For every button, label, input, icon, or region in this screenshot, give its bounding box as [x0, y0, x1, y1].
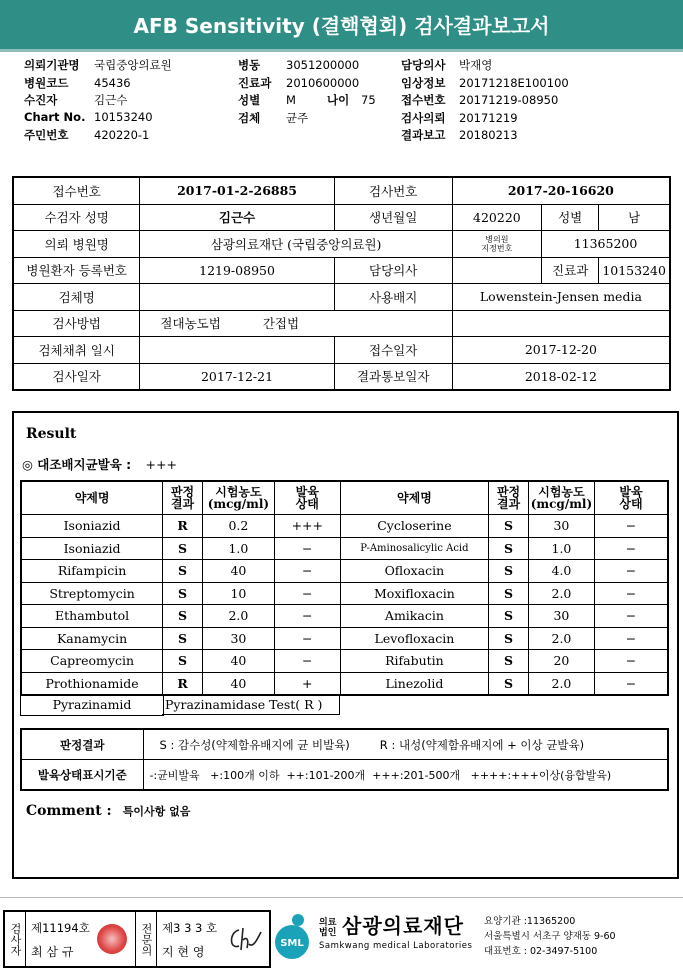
chart-no-value: 10153240	[94, 109, 153, 124]
drug-right: Levofloxacin	[340, 627, 489, 650]
ward-label: 병동	[238, 58, 261, 72]
growth-header-left-2: 상태	[295, 497, 319, 511]
company-name: 삼광의료재단	[342, 914, 464, 938]
comment	[26, 800, 190, 819]
header-col3	[401, 57, 569, 145]
conc-right: 30	[528, 605, 594, 628]
attending-label: 담당의사	[401, 58, 446, 72]
drug-row	[21, 672, 668, 695]
tester-no: 제11194호	[31, 921, 90, 935]
conc-header-left-2: (mcg/ml)	[207, 497, 270, 511]
growth-header-right-1: 발육	[619, 485, 643, 499]
specimen-type-label: 검체	[238, 110, 261, 125]
receipt-no-label: 접수번호	[13, 177, 140, 204]
specialist-name: 지 현 영	[162, 945, 205, 959]
tested-value: 2017-12-21	[140, 363, 334, 390]
request-label: 검사의뢰	[401, 110, 446, 125]
drug-left: Rifampicin	[21, 560, 163, 583]
growth-left: −	[274, 582, 340, 605]
growth-header-left-1: 발육	[295, 485, 319, 499]
conc-left: 40	[202, 672, 274, 695]
age-label: 나이	[327, 93, 350, 108]
control-growth	[22, 455, 177, 473]
signature-icon	[227, 926, 263, 954]
judge-left: S	[163, 650, 203, 673]
growth-header-right	[594, 481, 668, 515]
tested-label: 검사일자	[13, 363, 140, 390]
department-label: 진료과	[238, 75, 272, 90]
judge-header-left	[163, 481, 203, 515]
conc-left: 10	[202, 582, 274, 605]
specimen-label: 검체명	[13, 284, 140, 311]
notified-value: 2018-02-12	[452, 363, 670, 390]
institution-code: 요양기관 :11365200	[484, 916, 576, 927]
judge-header-left-1: 판정	[170, 485, 195, 499]
medium-label: 사용배지	[334, 284, 452, 311]
result-heading: Result	[26, 426, 77, 442]
hospital-code-label-cell	[452, 231, 541, 258]
sensitivity-table	[20, 480, 669, 696]
conc-left: 2.0	[202, 605, 274, 628]
drug-row	[21, 560, 668, 583]
conc-left: 40	[202, 650, 274, 673]
dept-label: 진료과	[542, 257, 599, 284]
department-value: 2010600000	[286, 75, 360, 90]
header-col1	[24, 57, 172, 145]
judge-left: R	[163, 672, 203, 695]
hospital-code-value: 45436	[94, 75, 131, 90]
receipt-value: 20171219-08950	[459, 93, 559, 108]
judge-right: S	[489, 605, 529, 628]
hospital-code-label-line2: 지정번호	[481, 243, 513, 253]
conc-header-right	[528, 481, 594, 515]
drug-row	[21, 627, 668, 650]
growth-left: −	[274, 605, 340, 628]
attending-value: 박재영	[459, 58, 493, 72]
corp-type	[319, 918, 336, 938]
ward-value: 3051200000	[286, 58, 360, 72]
patient-info-table	[12, 176, 671, 391]
pza-drug: Pyrazinamid	[20, 694, 164, 716]
header-col2	[238, 57, 376, 127]
judge-left: S	[163, 605, 203, 628]
judge-left: S	[163, 627, 203, 650]
drug-left: Isoniazid	[21, 515, 163, 538]
conc-right: 2.0	[528, 672, 594, 695]
drug-left: Streptomycin	[21, 582, 163, 605]
drug-left: Prothionamide	[21, 672, 163, 695]
judge-header-right-1: 판정	[496, 485, 521, 499]
specimen-value	[140, 284, 334, 311]
receipt-no-value: 2017-01-2-26885	[140, 177, 334, 204]
conc-left: 30	[202, 627, 274, 650]
patient-name-label: 수검자 성명	[13, 204, 140, 231]
growth-left: −	[274, 627, 340, 650]
pza-test: Pyrazinamidase Test( R )	[162, 694, 340, 715]
conc-right: 30	[528, 515, 594, 538]
company-phone: 대표번호 : 02-3497-5100	[484, 946, 598, 957]
tester-name: 최 삼 규	[31, 945, 74, 959]
growth-right: −	[594, 627, 668, 650]
conc-right: 4.0	[528, 560, 594, 583]
growth-left: +	[274, 672, 340, 695]
company-logo	[272, 912, 312, 960]
test-no-label: 검사번호	[334, 177, 452, 204]
hospital-code-cell-value: 11365200	[542, 231, 670, 258]
specimen-type-value: 균주	[286, 110, 309, 125]
judge-header-right	[489, 481, 529, 515]
conc-left: 1.0	[202, 537, 274, 560]
resident-no-label: 주민번호	[24, 128, 69, 143]
growth-left: −	[274, 650, 340, 673]
judge-legend-text	[143, 729, 668, 760]
judge-header-left-2: 결과	[170, 497, 195, 511]
judge-legend-label: 판정결과	[21, 729, 143, 760]
growth-header-left	[274, 481, 340, 515]
method-indirect: 간접법	[262, 316, 300, 332]
drug-row	[21, 605, 668, 628]
conc-right: 2.0	[528, 627, 594, 650]
doctor-value	[452, 257, 541, 284]
report-date-label: 결과보고	[401, 128, 446, 143]
judge-left: S	[163, 582, 203, 605]
conc-header-right-2: (mcg/ml)	[530, 497, 593, 511]
received-label: 접수일자	[334, 337, 452, 364]
growth-left: +++	[274, 515, 340, 538]
conc-right: 1.0	[528, 537, 594, 560]
sex-label: 성별	[238, 93, 261, 108]
drug-row	[21, 515, 668, 538]
drug-row	[21, 537, 668, 560]
conc-header-left	[202, 481, 274, 515]
patient-label: 수진자	[24, 93, 58, 108]
medium-value: Lowenstein-Jensen media	[452, 284, 670, 311]
received-value: 2017-12-20	[452, 337, 670, 364]
hospital-label: 의뢰 병원명	[13, 231, 140, 258]
legend-table	[20, 728, 669, 791]
drug-right: Amikacin	[340, 605, 489, 628]
conc-header-left-1: 시험농도	[215, 485, 262, 499]
drug-right: Rifabutin	[340, 650, 489, 673]
conc-right: 2.0	[528, 582, 594, 605]
growth-legend-text: -:균비발육 +:100개 이하 ++:101-200개 +++:201-500개 ++++:+++이상(융합발육)	[143, 760, 668, 791]
sex-cell-value: 남	[599, 204, 670, 231]
hospital-name-value: 국립중앙의료원	[94, 58, 172, 72]
drug-header-right: 약제명	[340, 481, 489, 515]
hospital-name-label: 의뢰기관명	[24, 58, 80, 72]
test-no-value: 2017-20-16620	[452, 177, 670, 204]
dob-label: 생년월일	[334, 204, 452, 231]
growth-header-right-2: 상태	[619, 497, 643, 511]
drug-left: Kanamycin	[21, 627, 163, 650]
chart-no-label: Chart No.	[24, 109, 86, 124]
conc-left: 0.2	[202, 515, 274, 538]
judge-header-right-2: 결과	[496, 497, 521, 511]
drug-right: Cycloserine	[340, 515, 489, 538]
company-contact	[484, 914, 616, 959]
judge-left: S	[163, 537, 203, 560]
comment-text: 특이사항 없음	[122, 805, 191, 818]
drug-right: P-Aminosalicylic Acid	[340, 537, 489, 560]
footer-divider	[0, 897, 683, 898]
judge-right: S	[489, 650, 529, 673]
registration-label: 병원환자 등록번호	[13, 257, 140, 284]
collect-label: 검체채취 일시	[13, 337, 140, 364]
growth-right: −	[594, 650, 668, 673]
corp-type-1: 의료	[319, 918, 337, 928]
patient-name-value: 김근수	[140, 204, 334, 231]
request-value: 20171219	[459, 110, 518, 125]
drug-row	[21, 650, 668, 673]
report-date-value: 20180213	[459, 128, 518, 143]
conc-right: 20	[528, 650, 594, 673]
tester-seal-icon	[97, 924, 127, 954]
drug-header-left: 약제명	[21, 481, 163, 515]
receipt-label: 접수번호	[401, 93, 446, 108]
specialist-no: 제3 3 3 호	[162, 921, 218, 935]
judge-legend-r: R : 내성(약제함유배지에 + 이상 균발육)	[379, 737, 585, 752]
method-absolute: 절대농도법	[160, 316, 221, 332]
resident-no-value: 420220-1	[94, 128, 150, 143]
judge-right: S	[489, 582, 529, 605]
judge-right: S	[489, 537, 529, 560]
drug-row	[21, 582, 668, 605]
sml-logo-text: SML	[280, 938, 304, 949]
hospital-code-label: 병원코드	[24, 75, 69, 90]
clinical-info-value: 20171218E100100	[459, 75, 569, 90]
growth-right: −	[594, 537, 668, 560]
judge-right: S	[489, 627, 529, 650]
judge-legend-s: S : 감수성(약제함유배지에 균 비발육)	[159, 737, 350, 752]
report-title: AFB Sensitivity (결핵협회) 검사결과보고서	[0, 0, 683, 52]
company-name-en: Samkwang medical Laboratories	[319, 941, 473, 951]
judge-left: R	[163, 515, 203, 538]
tester-label: 검사자	[5, 912, 26, 966]
judge-right: S	[489, 672, 529, 695]
dept-value: 10153240	[599, 257, 670, 284]
growth-left: −	[274, 560, 340, 583]
hospital-code-label-line1: 병의원	[485, 234, 509, 244]
drug-right: Linezolid	[340, 672, 489, 695]
age-value: 75	[361, 93, 376, 108]
collect-value	[140, 337, 334, 364]
sex-cell-label: 성별	[542, 204, 599, 231]
growth-right: −	[594, 582, 668, 605]
corp-type-2: 법인	[319, 928, 337, 938]
patient-value: 김근수	[94, 93, 128, 108]
conc-left: 40	[202, 560, 274, 583]
growth-left: −	[274, 537, 340, 560]
growth-right: −	[594, 672, 668, 695]
dob-value: 420220	[452, 204, 541, 231]
company-address: 서울특별시 서초구 양재동 9-60	[484, 931, 616, 942]
specialist-label: 전문의	[135, 912, 157, 966]
drug-left: Ethambutol	[21, 605, 163, 628]
registration-value: 1219-08950	[140, 257, 334, 284]
drug-left: Capreomycin	[21, 650, 163, 673]
judge-right: S	[489, 560, 529, 583]
drug-left: Isoniazid	[21, 537, 163, 560]
clinical-info-label: 임상정보	[401, 75, 446, 90]
method-label: 검사방법	[13, 310, 140, 337]
sml-logo-icon	[272, 912, 312, 960]
doctor-label: 담당의사	[334, 257, 452, 284]
hospital-value: 삼광의료재단 (국립중앙의료원)	[140, 231, 452, 258]
growth-right: −	[594, 605, 668, 628]
notified-label: 결과통보일자	[334, 363, 452, 390]
method-value	[140, 310, 452, 337]
judge-left: S	[163, 560, 203, 583]
growth-right: −	[594, 560, 668, 583]
growth-right: −	[594, 515, 668, 538]
drug-right: Moxifloxacin	[340, 582, 489, 605]
control-growth-label: ◎ 대조배지균발육 :	[22, 457, 132, 472]
conc-header-right-1: 시험농도	[538, 485, 585, 499]
growth-legend-label: 발육상태표시기준	[21, 760, 143, 791]
signature-box	[3, 910, 271, 968]
method-empty	[452, 310, 670, 337]
sex-value: M	[286, 93, 296, 108]
sensitivity-header-row	[21, 481, 668, 515]
drug-right: Ofloxacin	[340, 560, 489, 583]
comment-label: Comment :	[26, 803, 112, 819]
judge-right: S	[489, 515, 529, 538]
control-growth-value: +++	[145, 457, 177, 472]
